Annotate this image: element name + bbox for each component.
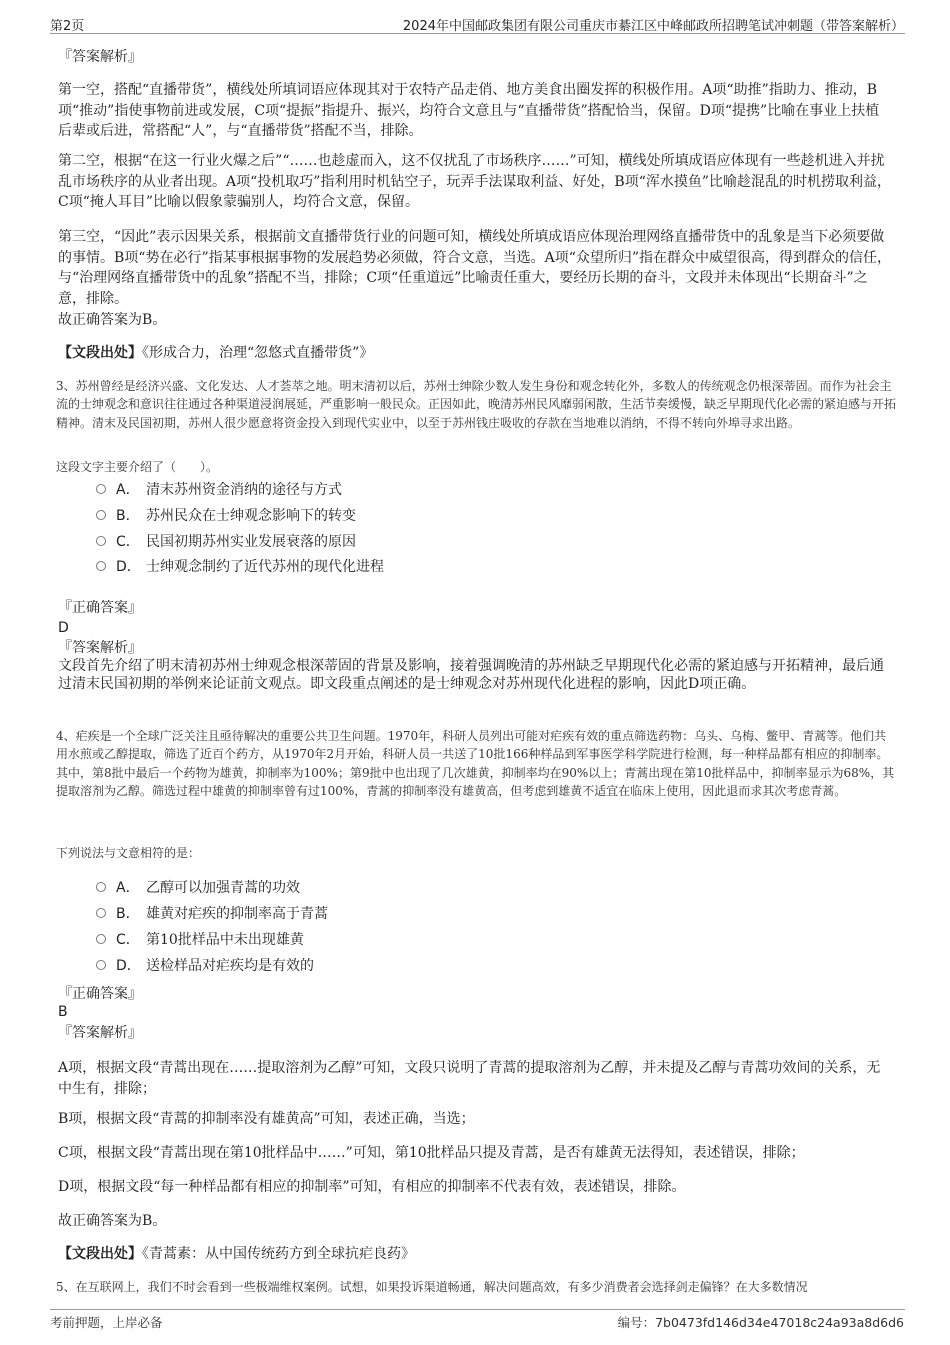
source-line [58, 343, 893, 364]
analysis-conclusion: 故正确答案为B。 [58, 312, 167, 328]
analysis-paragraph-2: 第二空，根据“在这一行业火爆之后”“……也趁虚而入，这不仅扰乱了市场秩序……”可知，横线处所填成语应体现有一些趁机进入并扰乱市场秩序的从业者出现。A项“投机取巧”指利用时机钻空子，玩弄手法谋取利益、好处，B项“浑水摸鱼”比喻趁混乱的时机捞取利益，C项“掩人耳目”比喻以假象蒙骗别人，均符合文意，保留。 [58, 153, 892, 210]
question-4-prompt: 下列说法与文意相符的是： [56, 846, 201, 860]
analysis-option-c: C项，根据文段“青蒿出现在第10批样品中……”可知，第10批样品只提及青蒿，是否有雄黄无法得知，表述错误，排除； [58, 1145, 805, 1161]
q3-option-c[interactable]: C． 民国初期苏州实业发展衰落的原因 [96, 532, 356, 552]
q4-option-a[interactable]: A． 乙醇可以加强青蒿的功效 [96, 878, 300, 898]
question-3-prompt: 这段文字主要介绍了（ ）。 [56, 460, 219, 474]
correct-answer-label: 『正确答案』 [58, 986, 142, 1002]
q4-option-d[interactable]: D． 送检样品对疟疾均是有效的 [96, 956, 314, 976]
radio-icon[interactable] [96, 484, 106, 494]
footer-code-value: 7b0473fd146d34e47018c24a93a8d6d6 [655, 1315, 904, 1330]
footer-motto: 考前押题，上岸必备 [50, 1315, 163, 1330]
radio-icon[interactable] [96, 882, 106, 892]
q3-option-b[interactable]: B． 苏州民众在士绅观念影响下的转变 [96, 506, 356, 526]
question-4-stem: 4、疟疾是一个全球广泛关注且亟待解决的重要公共卫生问题。1970年，科研人员列出可能对疟疾有效的重点筛选药物：乌头、乌梅、鳖甲、青蒿等。他们共用水煎或乙醇提取，筛选了近百个药方，从1970年2月开始，科研人员一共送了10批166种样品到军事医学科学院进行检测，每一种样品都有相应的抑制率。其中，第8批中最后一个药物为雄黄，抑制率为100%；第9批中也出现了几次雄黄，抑制率均在90%以上；青蒿出现在第10批样品中，抑制率显示为68%，其提取溶剂为乙醇。筛选过程中雄黄的抑制率曾有过100%，青蒿的抑制率没有雄黄高，但考虑到雄黄不适宜在临床上使用，因此退而求其次考虑青蒿。 [56, 729, 895, 799]
analysis-option-d: D项，根据文段“每一种样品都有相应的抑制率”可知，有相应的抑制率不代表有效，表述错误，排除。 [58, 1179, 686, 1195]
analysis-paragraph-1: 第一空，搭配“直播带货”，横线处所填词语应体现其对于农特产品走俏、地方美食出圈发挥的积极作用。A项“助推”指助力、推动，B项“推动”指使事物前进或发展，C项“提振”指提升、振兴，均符合文意且与“直播带货”搭配恰当，保留。D项“提携”比喻在事业上扶植后辈或后进，常搭配“人”，与“直播带货”搭配不当，排除。 [58, 82, 880, 139]
correct-answer-label: 『正确答案』 [58, 600, 142, 616]
source-label: 【文段出处】 [58, 1246, 142, 1262]
q4-option-b[interactable]: B． 雄黄对疟疾的抑制率高于青蒿 [96, 904, 328, 924]
source-line [58, 1244, 893, 1265]
header-divider [50, 33, 905, 34]
answer-analysis-label: 『答案解析』 [58, 640, 142, 656]
analysis-conclusion: 故正确答案为B。 [58, 1213, 167, 1229]
radio-icon[interactable] [96, 960, 106, 970]
q3-option-a[interactable]: A． 清末苏州资金消纳的途径与方式 [96, 480, 342, 500]
footer-code [618, 1313, 904, 1331]
page-number: 第2页 [50, 19, 85, 34]
source-text: 《形成合力，治理“忽悠式直播带货”》 [142, 345, 374, 361]
radio-icon[interactable] [96, 510, 106, 520]
analysis-option-a: A项，根据文段“青蒿出现在……提取溶剂为乙醇”可知，文段只说明了青蒿的提取溶剂为乙醇，并未提及乙醇与青蒿功效间的关系，无中生有，排除； [58, 1060, 881, 1097]
radio-icon[interactable] [96, 561, 106, 571]
correct-answer-value: D [58, 620, 69, 636]
question-5-stem: 5、在互联网上，我们不时会看到一些极端维权案例。试想，如果投诉渠道畅通，解决问题高效，有多少消费者会选择剑走偏锋？在大多数情况 [56, 1280, 808, 1294]
radio-icon[interactable] [96, 908, 106, 918]
correct-answer-value: B [58, 1004, 68, 1020]
q4-option-c[interactable]: C． 第10批样品中未出现雄黄 [96, 930, 304, 950]
footer-code-label: 编号： [617, 1315, 656, 1330]
source-label: 【文段出处】 [58, 345, 142, 361]
answer-analysis-label: 『答案解析』 [58, 49, 142, 65]
source-text: 《青蒿素：从中国传统药方到全球抗疟良药》 [142, 1246, 415, 1262]
analysis-paragraph-3: 第三空，“因此”表示因果关系，根据前文直播带货行业的问题可知，横线处所填成语应体现治理网络直播带货中的乱象是当下必须要做的事情。B项“势在必行”指某事根据事物的发展趋势必须做，符合文意，当选。A项“众望所归”指在群众中威望很高，得到群众的信任，与“治理网络直播带货中的乱象”搭配不当，排除；C项“任重道远”比喻责任重大，要经历长期的奋斗，文段并未体现出“长期奋斗”之意，排除。 [58, 229, 892, 307]
answer-analysis-label: 『答案解析』 [58, 1025, 142, 1041]
analysis-option-b: B项，根据文段“青蒿的抑制率没有雄黄高”可知，表述正确，当选； [58, 1111, 475, 1127]
radio-icon[interactable] [96, 934, 106, 944]
question-3-analysis: 文段首先介绍了明末清初苏州士绅观念根深蒂固的背景及影响，接着强调晚清的苏州缺乏早期现代化必需的紧迫感与开拓精神，最后通过清末民国初期的举例来论证前文观点。即文段重点阐述的是士绅观念对苏州现代化进程的影响，因此D项正确。 [58, 658, 884, 692]
document-title: 2024年中国邮政集团有限公司重庆市綦江区中峰邮政所招聘笔试冲刺题（带答案解析） [402, 19, 904, 34]
question-3-stem: 3、苏州曾经是经济兴盛、文化发达、人才荟萃之地。明末清初以后，苏州士绅除少数人发生身份和观念转化外，多数人的传统观念仍根深蒂固。而作为社会主流的士绅观念和意识往往通过各种渠道浸润展延，严重影响一般民众。正因如此，晚清苏州民风靡弱闲散，生活节奏缓慢，缺乏早期现代化必需的紧迫感与开拓精神。清末及民国初期，苏州人很少愿意将资金投入到现代实业中，以至于苏州钱庄吸收的存款在当地难以消纳，不得不转向外埠寻求出路。 [56, 379, 897, 430]
footer-divider [50, 1309, 905, 1310]
radio-icon[interactable] [96, 536, 106, 546]
q3-option-d[interactable]: D． 士绅观念制约了近代苏州的现代化进程 [96, 557, 384, 577]
